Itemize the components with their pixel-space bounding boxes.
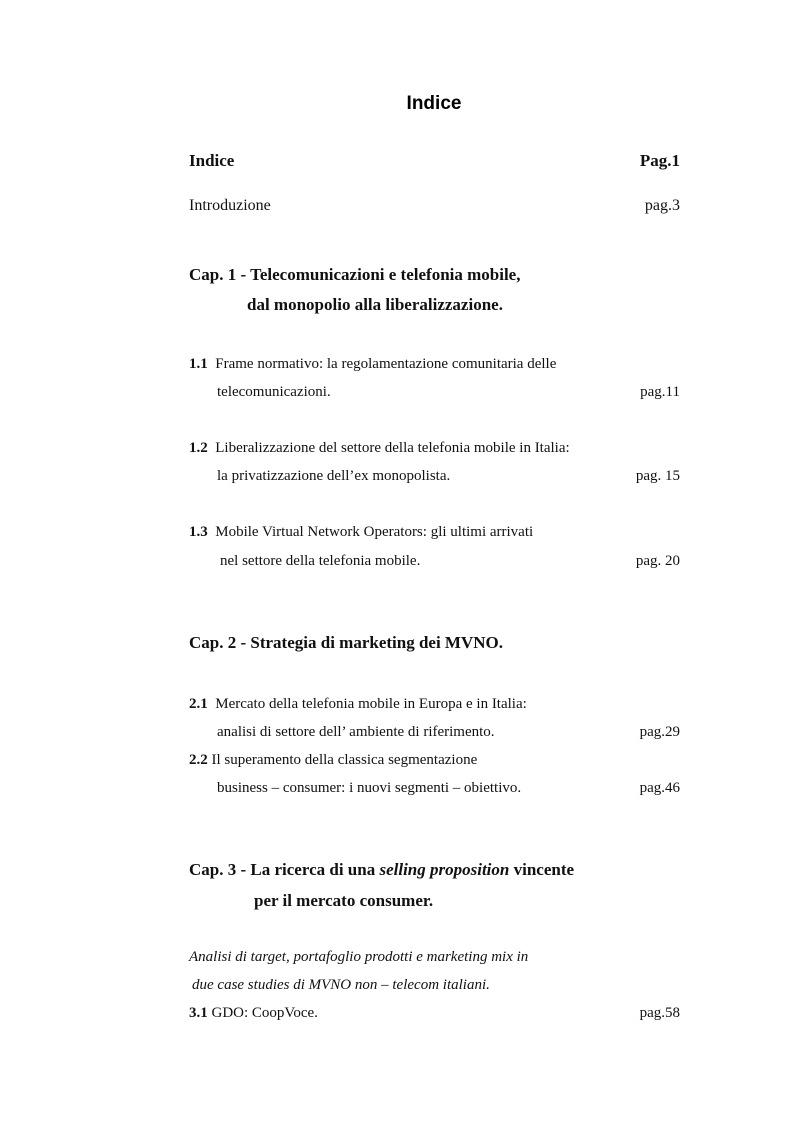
chapter-title-text: dal monopolio alla liberalizzazione.: [247, 295, 503, 314]
section-number: 3.1: [189, 1005, 208, 1021]
section-text: nel settore della telefonia mobile.: [220, 553, 421, 569]
chapter-title-text: per il mercato consumer.: [254, 891, 434, 910]
chapter-title-text: Cap. 1 - Telecomunicazioni e telefonia mobile,: [189, 265, 521, 284]
toc-page: pag.46: [639, 780, 680, 796]
section-number: 1.3: [189, 524, 208, 540]
section-text: Mobile Virtual Network Operators: gli ultimi arrivati: [215, 524, 534, 540]
toc-page: pag.11: [640, 384, 680, 400]
chapter-title-text: Cap. 2 - Strategia di marketing dei MVNO.: [189, 633, 504, 652]
toc-page: pag.29: [639, 724, 680, 740]
chapter-title-italic: selling proposition: [379, 860, 510, 879]
section-text: Liberalizzazione del settore della telefonia mobile in Italia:: [215, 440, 570, 456]
chapter-title-text: vincente: [509, 860, 575, 879]
toc-page: Pag.1: [639, 151, 680, 170]
chapter-note: Analisi di target, portafoglio prodotti e marketing mix in: [189, 949, 529, 965]
chapter-note: due case studies di MVNO non – telecom italiani.: [192, 977, 490, 993]
section-number: 2.2: [189, 752, 208, 768]
toc-page: pag.58: [639, 1005, 680, 1021]
toc-label: Indice: [189, 151, 235, 170]
section-text: Frame normativo: la regolamentazione comunitaria delle: [215, 356, 557, 372]
section-text: Il superamento della classica segmentazione: [211, 752, 478, 768]
section-text: Mercato della telefonia mobile in Europa e in Italia:: [215, 696, 527, 712]
toc-label: Introduzione: [189, 197, 271, 214]
section-text: telecomunicazioni.: [217, 384, 331, 400]
section-number: 1.2: [189, 440, 208, 456]
section-text: business – consumer: i nuovi segmenti – obiettivo.: [217, 780, 522, 796]
section-text: la privatizzazione dell’ex monopolista.: [217, 468, 451, 484]
chapter-title-text: Cap. 3 - La ricerca di una: [189, 860, 380, 879]
page-title: Indice: [406, 93, 462, 114]
section-number: 2.1: [189, 696, 208, 712]
section-number: 1.1: [189, 356, 208, 372]
toc-page: pag. 15: [635, 468, 680, 484]
section-text: analisi di settore dell’ ambiente di riferimento.: [217, 724, 495, 740]
section-text: GDO: CoopVoce.: [211, 1005, 318, 1021]
toc-page: pag. 20: [635, 553, 680, 569]
toc-page: pag.3: [644, 197, 680, 214]
